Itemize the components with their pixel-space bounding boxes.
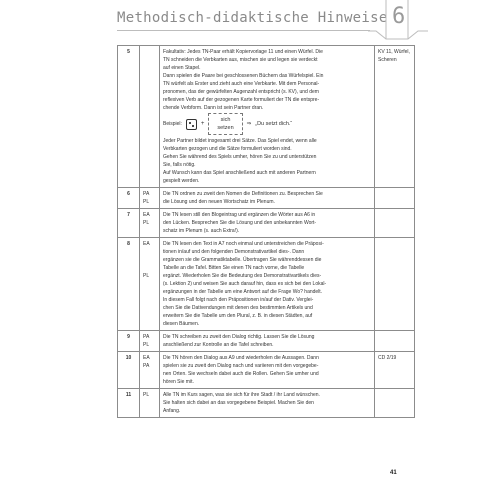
verb-card bbox=[208, 113, 242, 135]
table-row bbox=[118, 331, 415, 352]
materials bbox=[375, 389, 415, 418]
step-number: 11 bbox=[118, 389, 140, 418]
text-line: den Lücken. Besprechen Sie die Lösung und den unbekannten Wort- bbox=[163, 220, 317, 226]
form-spacer bbox=[143, 248, 156, 272]
text-line: Verbkarten gezogen und die Sätze formuliert worden sind. bbox=[163, 146, 292, 152]
text-line: Die TN lesen still den Blogeintrag und ergänzen die Wörter aus A6 in bbox=[163, 212, 316, 218]
text-line: Alle TN im Kurs sagen, was sie sich für ihre Stadt / ihr Land wünschen. bbox=[163, 392, 320, 398]
header-rule bbox=[117, 30, 370, 31]
dice-icon bbox=[186, 119, 197, 130]
text-line: Anfang. bbox=[163, 408, 181, 414]
materials: CD 2/19 bbox=[375, 352, 415, 389]
chapter-number: 6 bbox=[392, 4, 406, 29]
text-line: ergänzungen in der Tabelle um eine Antwort auf die Frage Wo? handelt. bbox=[163, 289, 323, 295]
table-row bbox=[118, 188, 415, 209]
text-line: nen Orten. Sie wechseln dabei auch die Rollen. Gehen Sie umher und bbox=[163, 371, 319, 377]
text-line: Beispiel: bbox=[163, 121, 182, 127]
step-instructions bbox=[160, 331, 375, 352]
social-form bbox=[140, 209, 160, 238]
text-line: Sie halten sich dabei an das vorgegebene Beispiel. Machen Sie den bbox=[163, 400, 314, 406]
text-line: ergänzen sie die Grammatiktabelle. Übertragen Sie währenddessen die bbox=[163, 257, 322, 263]
text-line: ergänzt. Wiederholen Sie die Bedeutung des Demonstrativartikels dies- bbox=[163, 273, 322, 279]
text-line: tionen in/auf und den folgenden Demonstrativartikel dies-. Dann bbox=[163, 249, 305, 255]
step-number: 10 bbox=[118, 352, 140, 389]
table-row bbox=[118, 352, 415, 389]
step-instructions bbox=[160, 46, 375, 188]
text-line: Dann spielen die Paare bei geschlossenen Büchern das Würfelspiel. Ein bbox=[163, 73, 324, 79]
form-label: PL bbox=[143, 392, 150, 398]
verb-card-line: setzen bbox=[217, 125, 234, 131]
example-illustration bbox=[163, 113, 371, 135]
step-number: 7 bbox=[118, 209, 140, 238]
text-line: Tabelle an die Tafel. Bitten Sie einen TN nach vorne, die Tabelle bbox=[163, 265, 305, 271]
text-line: hören Sie mit. bbox=[163, 379, 194, 385]
text-line: Sie, falls nötig. bbox=[163, 162, 196, 168]
step-instructions bbox=[160, 209, 375, 238]
form-label: PA bbox=[143, 191, 150, 197]
form-label: PL bbox=[143, 199, 150, 205]
text-line: schatz im Plenum (s. auch Extra!). bbox=[163, 228, 240, 234]
step-number: 9 bbox=[118, 331, 140, 352]
social-form bbox=[140, 46, 160, 188]
step-instructions bbox=[160, 238, 375, 331]
example-result: „Du setzt dich.“ bbox=[255, 121, 293, 127]
form-label: EA bbox=[143, 241, 150, 247]
materials bbox=[375, 238, 415, 331]
arrow-icon: ⇒ bbox=[246, 121, 252, 127]
text-line: Die TN ordnen zu zweit den Nomen die Definitionen zu. Besprechen Sie bbox=[163, 191, 323, 197]
form-label: PL bbox=[143, 273, 150, 279]
table-row bbox=[118, 209, 415, 238]
text-line: chen Sie die Dativendungen mit denen des bestimmten Artikels und bbox=[163, 305, 313, 311]
form-label: PL bbox=[143, 220, 150, 226]
step-number: 6 bbox=[118, 188, 140, 209]
section-title: Methodisch-didaktische Hinweise bbox=[117, 10, 388, 26]
text-line: erweitern Sie die Tabelle um den Plural, z. B. in diesen Städten, auf bbox=[163, 313, 313, 319]
text-line: reflexiven Verb auf der gezogenen Karte formuliert der TN die entspre- bbox=[163, 97, 320, 103]
text-line: In diesem Fall folgt nach den Präpositionen in/auf der Dativ. Verglei- bbox=[163, 297, 314, 303]
text-line: auf einen Stapel. bbox=[163, 65, 201, 71]
form-label: EA bbox=[143, 355, 150, 361]
form-label: PA bbox=[143, 334, 150, 340]
materials: KV 11, Würfel, Scheren bbox=[375, 46, 415, 188]
social-form bbox=[140, 238, 160, 331]
materials bbox=[375, 209, 415, 238]
step-instructions bbox=[160, 188, 375, 209]
step-instructions bbox=[160, 352, 375, 389]
form-label: PL bbox=[143, 342, 150, 348]
lesson-steps-table bbox=[117, 45, 415, 418]
table-row bbox=[118, 389, 415, 418]
text-line: spielen sie zu zweit den Dialog nach und variieren mit den vorgegebe- bbox=[163, 363, 319, 369]
step-number: 5 bbox=[118, 46, 140, 188]
form-label: EA bbox=[143, 212, 150, 218]
social-form bbox=[140, 331, 160, 352]
text-line: anschließend zur Kontrolle an die Tafel schreiben. bbox=[163, 342, 274, 348]
form-label: PA bbox=[143, 363, 150, 369]
verb-card-line: sich bbox=[220, 117, 231, 123]
materials bbox=[375, 188, 415, 209]
step-number: 8 bbox=[118, 238, 140, 331]
social-form bbox=[140, 188, 160, 209]
text-line: pronomen, das der gewürfelten Augenzahl entspricht (s. KV), und dem bbox=[163, 89, 319, 95]
text-line: Die TN schreiben zu zweit den Dialog richtig. Lassen Sie die Lösung bbox=[163, 334, 315, 340]
text-line: diesen Bäumen. bbox=[163, 321, 200, 327]
social-form bbox=[140, 389, 160, 418]
text-line: Gehen Sie während des Spiels umher, hören Sie zu und unterstützen bbox=[163, 154, 317, 160]
text-line: (s. Lektion 2) und weisen Sie auch darauf hin, dass es sich bei den Lokal- bbox=[163, 281, 327, 287]
text-line: gespielt werden. bbox=[163, 178, 200, 184]
text-line: Fakultativ: Jedes TN-Paar erhält Kopiervorlage 11 und einen Würfel. Die bbox=[163, 49, 323, 55]
plus-icon: + bbox=[200, 121, 205, 127]
step-instructions bbox=[160, 389, 375, 418]
table-row bbox=[118, 46, 415, 188]
text-line: Auf Wunsch kann das Spiel anschließend auch mit anderen Partnern bbox=[163, 170, 316, 176]
page-number: 41 bbox=[390, 470, 397, 476]
text-line: chende Verbform. Dann ist sein Partner dran. bbox=[163, 105, 264, 111]
text-line: Jeder Partner bildet insgesamt drei Sätze. Das Spiel endet, wenn alle bbox=[163, 138, 317, 144]
text-line: Die TN lesen den Text in A7 noch einmal und unterstreichen die Präposi- bbox=[163, 241, 324, 247]
text-line: Die TN hören den Dialog aus A9 und wiederholen die Aussagen. Dann bbox=[163, 355, 319, 361]
text-line: die Lösung und den neuen Wortschatz im Plenum. bbox=[163, 199, 275, 205]
social-form bbox=[140, 352, 160, 389]
text-line: TN schneiden die Verbkarten aus, mischen sie und legen sie verdeckt bbox=[163, 57, 318, 63]
materials bbox=[375, 331, 415, 352]
table-row bbox=[118, 238, 415, 331]
text-line: TN würfelt als Erster und zieht auch eine Verbkarte. Mit dem Personal- bbox=[163, 81, 320, 87]
